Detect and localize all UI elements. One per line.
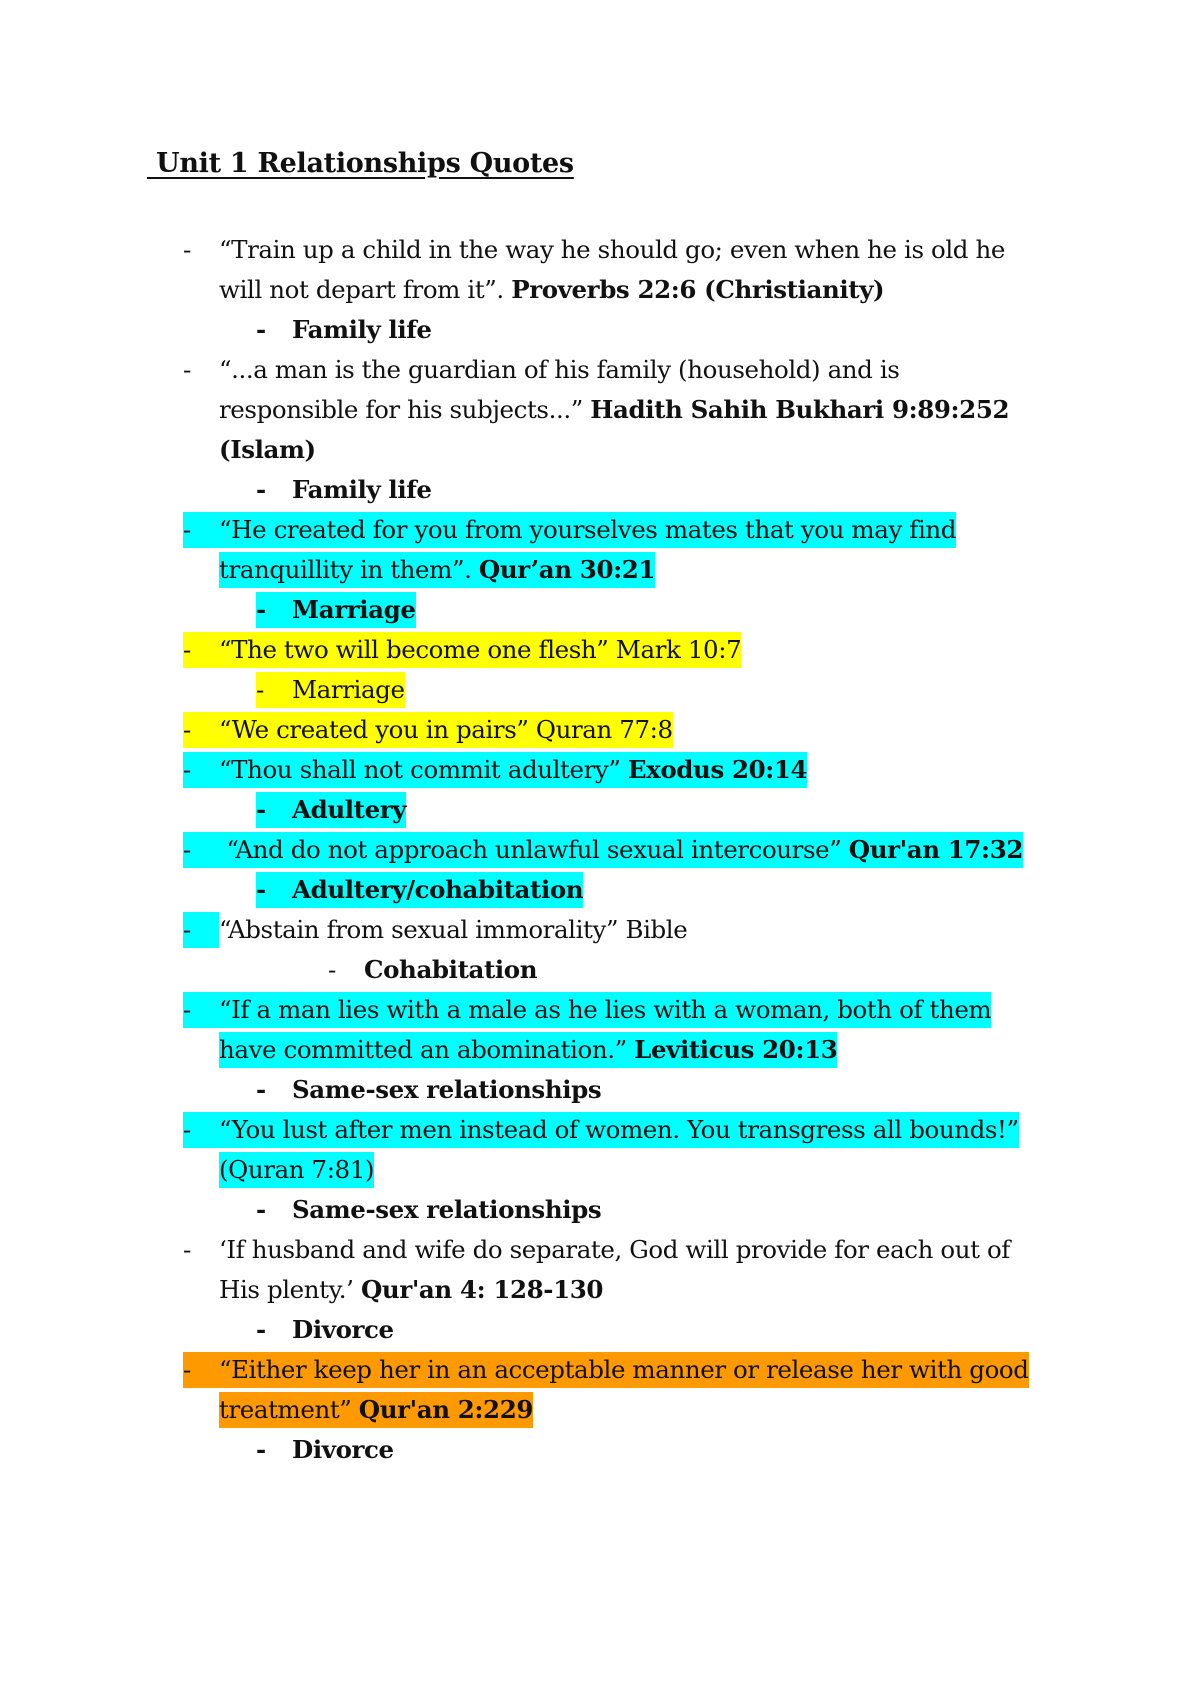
topic-dash: - [256, 792, 292, 828]
quote-line: ‘If husband and wife do separate, God will provide for each out of [219, 1235, 1010, 1264]
quote-text: treatment” [219, 1395, 359, 1424]
topic-label: Divorce [292, 1435, 394, 1464]
topic-dash: - [256, 1195, 266, 1224]
quote-line: (Quran 7:81) [219, 1152, 374, 1188]
topic-dash: - [256, 1435, 266, 1464]
topic-dash: - [256, 475, 266, 504]
topic-label: Cohabitation [364, 955, 538, 984]
quote-text: responsible for his subjects...” [219, 395, 591, 424]
quote-reference: (Islam) [219, 435, 316, 464]
quote-line [219, 1032, 837, 1068]
topic-label: Divorce [292, 1315, 394, 1344]
topic-dash: - [328, 955, 336, 984]
quote-line [219, 552, 655, 588]
list-dash: - [183, 752, 219, 788]
list-dash: - [183, 912, 219, 948]
list-dash: - [183, 1352, 219, 1388]
list-dash: - [183, 512, 219, 548]
quote-line: “If a man lies with a male as he lies with a woman, both of them [219, 992, 991, 1028]
list-dash: - [183, 1235, 192, 1264]
quote-line [219, 1272, 603, 1308]
list-dash: - [183, 632, 219, 668]
list-dash: - [183, 355, 192, 384]
quote-text: “And do not approach unlawful sexual intercourse” [219, 835, 849, 864]
list-dash: - [183, 235, 192, 264]
topic-label: Same-sex relationships [292, 1195, 602, 1224]
quote-line [219, 832, 1023, 868]
quote-reference: Qur'an 17:32 [848, 835, 1023, 864]
quote-text: will not depart from it”. [219, 275, 512, 304]
quote-line: “...a man is the guardian of his family (household) and is [219, 355, 900, 384]
quote-line: “Train up a child in the way he should go; even when he is old he [219, 235, 1005, 264]
topic-dash: - [256, 1315, 266, 1344]
topic-dash: - [256, 592, 292, 628]
quote-text: “Thou shall not commit adultery” [219, 755, 628, 784]
quote-reference: Qur’an 30:21 [478, 555, 656, 584]
topic-label: Family life [292, 475, 432, 504]
list-dash: - [183, 832, 219, 868]
quote-line [219, 752, 807, 788]
quote-reference: Hadith Sahih Bukhari 9:89:252 [590, 395, 1010, 424]
topic-label: Family life [292, 315, 432, 344]
quote-line: “The two will become one flesh” Mark 10:7 [219, 632, 741, 668]
list-dash: - [183, 992, 219, 1028]
quote-line [219, 1392, 533, 1428]
quote-text: tranquillity in them”. [219, 555, 479, 584]
quote-reference: Qur'an 4: 128-130 [360, 1275, 604, 1304]
topic-label: Adultery [292, 792, 406, 828]
topic-dash: - [256, 1075, 266, 1104]
topic-dash: - [256, 672, 292, 708]
topic-dash: - [256, 872, 292, 908]
quote-reference: Exodus 20:14 [627, 755, 808, 784]
list-dash: - [183, 1112, 219, 1148]
topic-dash: - [256, 315, 266, 344]
topic-label: Same-sex relationships [292, 1075, 602, 1104]
quote-line: “Abstain from sexual immorality” Bible [219, 915, 688, 944]
topic-label: Marriage [292, 592, 416, 628]
topic-label: Marriage [292, 672, 405, 708]
quote-line: “You lust after men instead of women. You transgress all bounds!” [219, 1112, 1019, 1148]
quote-reference: Leviticus 20:13 [634, 1035, 838, 1064]
quote-text: His plenty.’ [219, 1275, 361, 1304]
list-dash: - [183, 712, 219, 748]
quote-line: “He created for you from yourselves mates that you may find [219, 512, 956, 548]
quote-text: have committed an abomination.” [219, 1035, 635, 1064]
topic-label: Adultery/cohabitation [292, 872, 583, 908]
quote-line [219, 272, 884, 308]
quote-line: “We created you in pairs” Quran 77:8 [219, 712, 673, 748]
quote-reference: Proverbs 22:6 (Christianity) [511, 275, 885, 304]
quote-reference: Qur'an 2:229 [358, 1395, 533, 1424]
quote-line [219, 392, 1009, 428]
page-title: Unit 1 Relationships Quotes [147, 148, 574, 179]
quote-line: “Either keep her in an acceptable manner or release her with good [219, 1352, 1029, 1388]
